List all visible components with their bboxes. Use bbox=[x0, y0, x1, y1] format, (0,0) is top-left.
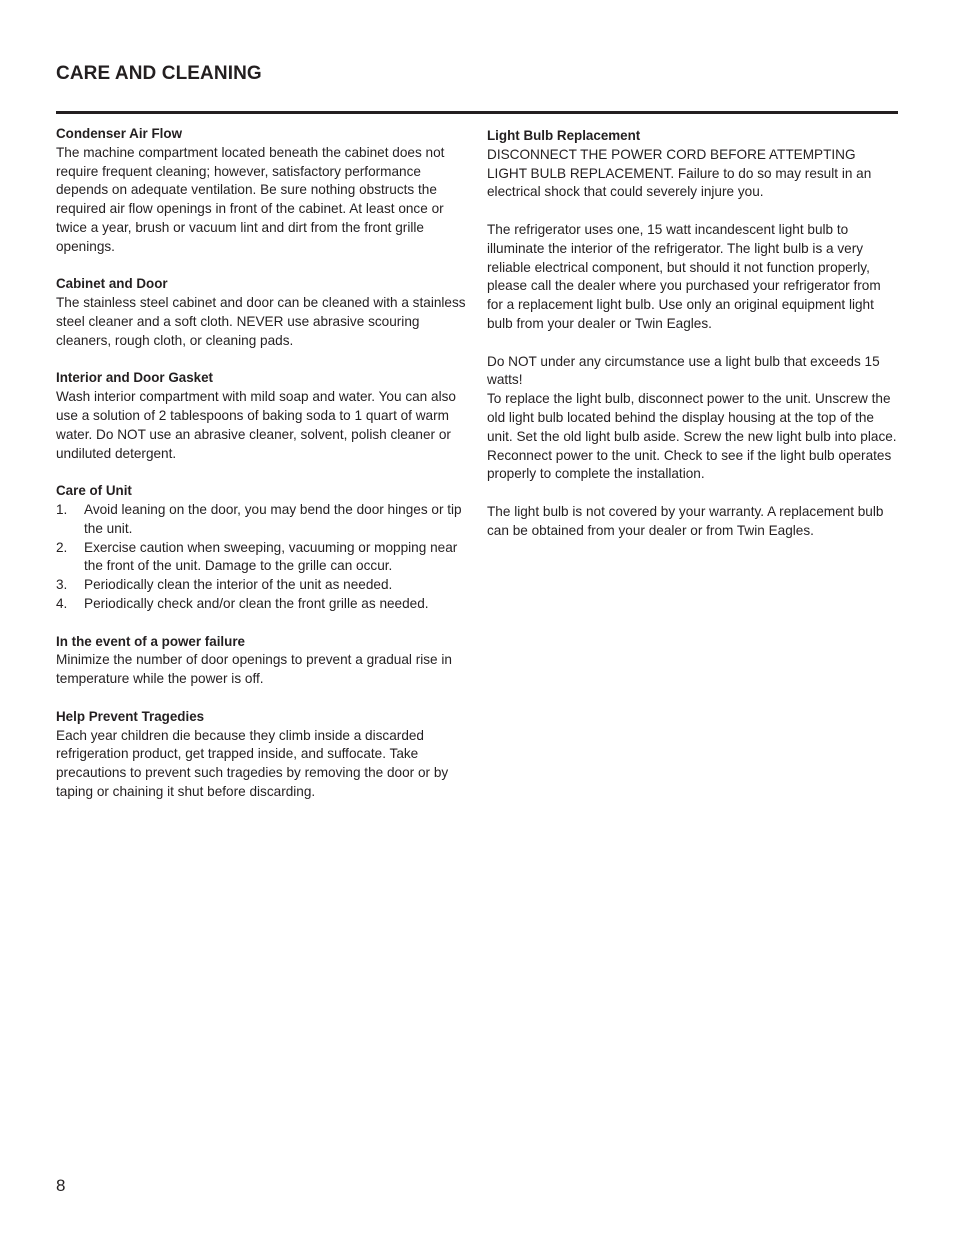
section-heading: Interior and Door Gasket bbox=[56, 370, 214, 386]
section-text: The machine compartment located beneath the cabinet does not require frequent cleaning; however, satisfactory performance depends on adequate ventilation. Be sure nothing obstructs the required air flow openings in front of the cabinet. At least once or twice a year, brush or vacuum lint and dirt from the front grille openings. bbox=[56, 144, 445, 254]
list-number: 3. bbox=[56, 577, 68, 593]
list-item bbox=[56, 595, 468, 614]
section-text: Each year children die because they climb inside a discarded refrigeration product, get trapped inside, and suffocate. Take precautions to prevent such tragedies by removing the door or by taping or chaining it shut before discarding. bbox=[56, 727, 449, 799]
list-text: Periodically check and/or clean the front grille as needed. bbox=[84, 595, 429, 611]
section-care-of-unit bbox=[56, 482, 468, 614]
section-heading: Care of Unit bbox=[56, 483, 132, 499]
right-column bbox=[487, 127, 899, 559]
section-heading: Condenser Air Flow bbox=[56, 126, 182, 141]
care-list bbox=[56, 501, 468, 614]
section-cabinet-and-door bbox=[56, 275, 468, 350]
section-text: Minimize the number of door openings to prevent a gradual rise in temperature while the power is off. bbox=[56, 652, 452, 687]
section-heading: Light Bulb Replacement bbox=[487, 128, 641, 143]
bulb-warning-text: DISCONNECT THE POWER CORD BEFORE ATTEMPTING LIGHT BULB REPLACEMENT. Failure to do so may result in an electrical shock that could severely injure you. bbox=[487, 146, 872, 200]
list-item bbox=[56, 539, 468, 577]
bulb-wattage-warning: Do NOT under any circumstance use a light bulb that exceeds 15 watts! bbox=[487, 353, 880, 388]
page-number: 8 bbox=[56, 1176, 66, 1195]
section-heading: Help Prevent Tragedies bbox=[56, 708, 205, 724]
bulb-warranty-text: The light bulb is not covered by your warranty. A replacement bulb can be obtained from your dealer or from Twin Eagles. bbox=[487, 503, 884, 538]
section-heading: Cabinet and Door bbox=[56, 276, 168, 292]
section-text: Wash interior compartment with mild soap and water. You can also use a solution of 2 tablespoons of baking soda to 1 quart of warm water. Do NOT use an abrasive cleaner, solvent, polish cleaner or undiluted detergent. bbox=[56, 389, 456, 461]
section-help-prevent-tragedies bbox=[56, 708, 468, 802]
list-number: 2. bbox=[56, 539, 68, 555]
list-item bbox=[56, 501, 468, 539]
list-item bbox=[56, 576, 468, 595]
section-heading: In the event of a power failure bbox=[56, 633, 245, 649]
list-number: 4. bbox=[56, 595, 68, 611]
section-interior-gasket bbox=[56, 369, 468, 463]
list-text: Periodically clean the interior of the unit as needed. bbox=[84, 577, 393, 593]
section-condenser-air-flow bbox=[56, 125, 468, 257]
bulb-replace-steps: To replace the light bulb, disconnect power to the unit. Unscrew the old light bulb located behind the display housing at the top of the unit. Set the old light bulb aside. Screw the new light bulb into place. Reconnect power to the unit. Check to see if the light bulb operates properly to complete the installation. bbox=[487, 391, 897, 482]
header-rule bbox=[56, 111, 898, 114]
section-power-failure bbox=[56, 633, 468, 689]
left-column bbox=[56, 125, 468, 820]
list-text: Avoid leaning on the door, you may bend the door hinges or tip the unit. bbox=[84, 501, 462, 536]
page-title: CARE AND CLEANING bbox=[56, 63, 262, 84]
section-text: The stainless steel cabinet and door can be cleaned with a stainless steel cleaner and a soft cloth. NEVER use abrasive scouring cleaners, rough cloth, or cleaning pads. bbox=[56, 295, 466, 348]
bulb-description-text: The refrigerator uses one, 15 watt incandescent light bulb to illuminate the interior of the refrigerator. The light bulb is a very reliable electrical component, but should it not function properly, please call the dealer where you purchased your refrigerator from for a replacement light bulb. Use only an original equipment light bulb from your dealer or Twin Eagles. bbox=[487, 221, 881, 331]
list-text: Exercise caution when sweeping, vacuuming or mopping near the front of the unit. Damage to the grille can occur. bbox=[84, 539, 458, 574]
list-number: 1. bbox=[56, 501, 68, 517]
section-light-bulb-replacement bbox=[487, 127, 899, 541]
